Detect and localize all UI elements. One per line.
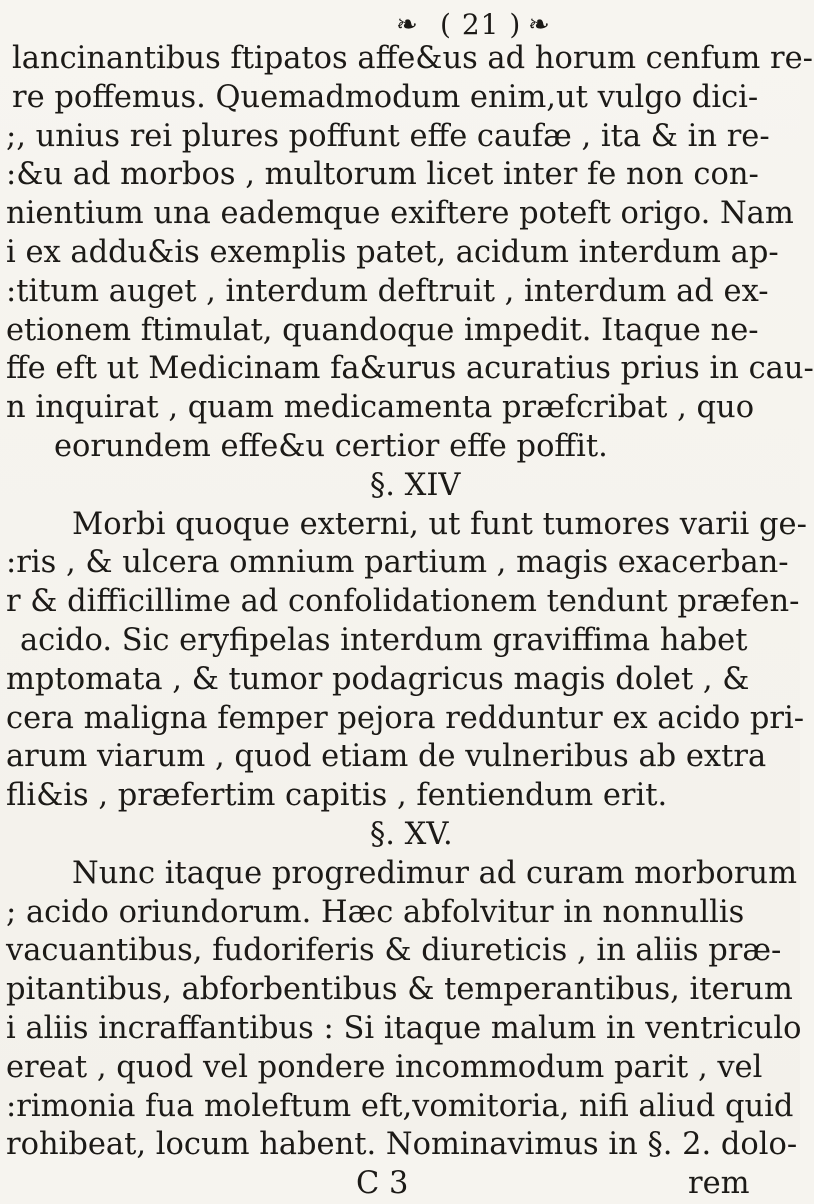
text-line: Nunc itaque progredimur ad curam morborum [72, 855, 798, 891]
text-line: n inquirat , quam medicamenta præfcribat , quo [6, 390, 755, 426]
text-line: Morbi quoque externi, ut funt tumores varii ge- [72, 506, 807, 542]
text-line: fli&is , præfertim capitis , fentiendum erit. [6, 778, 668, 814]
text-line: r & difficillime ad confolidationem tendunt præfen- [6, 584, 800, 620]
text-line: pitantibus, abforbentibus & temperantibus, iterum [6, 972, 793, 1008]
section-heading: §. XV. [370, 816, 453, 852]
text-line: i ex addu&is exemplis patet, acidum interdum ap- [6, 234, 779, 270]
text-line: cera maligna femper pejora redduntur ex acido pri- [6, 700, 805, 736]
fleuron-ornament-right: ❧ [528, 10, 550, 40]
text-line: acido. Sic eryfipelas interdum graviffima habet [20, 622, 748, 658]
body-text [0, 40, 814, 1204]
section-heading: §. XIV [370, 467, 461, 503]
text-line: re poffemus. Quemadmodum enim,ut vulgo dici- [12, 79, 759, 115]
text-line: i aliis incraffantibus : Si itaque malum in ventriculo [6, 1010, 802, 1046]
page-header [0, 6, 800, 44]
text-line: rohibeat, locum habent. Nominavimus in §. 2. dolo- [6, 1127, 798, 1163]
text-line: ;, unius rei plures poffunt effe caufæ , ita & in re- [6, 118, 770, 154]
text-line: etionem ftimulat, quandoque impedit. Itaque ne- [6, 312, 759, 348]
page-number: ( 21 ) [440, 8, 522, 41]
text-line: mptomata , & tumor podagricus magis dolet , & [6, 661, 750, 697]
text-line: ffe eft ut Medicinam fa&urus acuratius prius in cau- [6, 351, 814, 387]
text-line: :&u ad morbos , multorum licet inter fe non con- [6, 157, 759, 193]
text-line: arum viarum , quod etiam de vulneribus ab extra [6, 739, 767, 775]
text-line: ereat , quod vel pondere incommodum parit , vel [6, 1049, 763, 1085]
fleuron-ornament-left: ❧ [396, 10, 418, 40]
text-line: lancinantibus ftipatos affe&us ad horum cenfum re- [12, 41, 813, 76]
text-line: eorundem effe&u certior effe poffit. [54, 428, 608, 464]
signature-row [0, 1165, 800, 1204]
text-line: :rimonia fua moleftum eft,vomitoria, nifi aliud quid [6, 1088, 794, 1124]
text-line: :ris , & ulcera omnium partium , magis exacerban- [6, 545, 789, 581]
text-line: :titum auget , interdum deftruit , interdum ad ex- [6, 273, 769, 309]
text-line: nientium una eademque exiftere poteft origo. Nam [6, 196, 794, 232]
signature-mark: C 3 [356, 1166, 409, 1202]
text-line: vacuantibus, fudoriferis & diureticis , in aliis præ- [6, 933, 782, 969]
catchword: rem [688, 1166, 750, 1202]
text-line: ; acido oriundorum. Hæc abfolvitur in nonnullis [6, 894, 745, 930]
